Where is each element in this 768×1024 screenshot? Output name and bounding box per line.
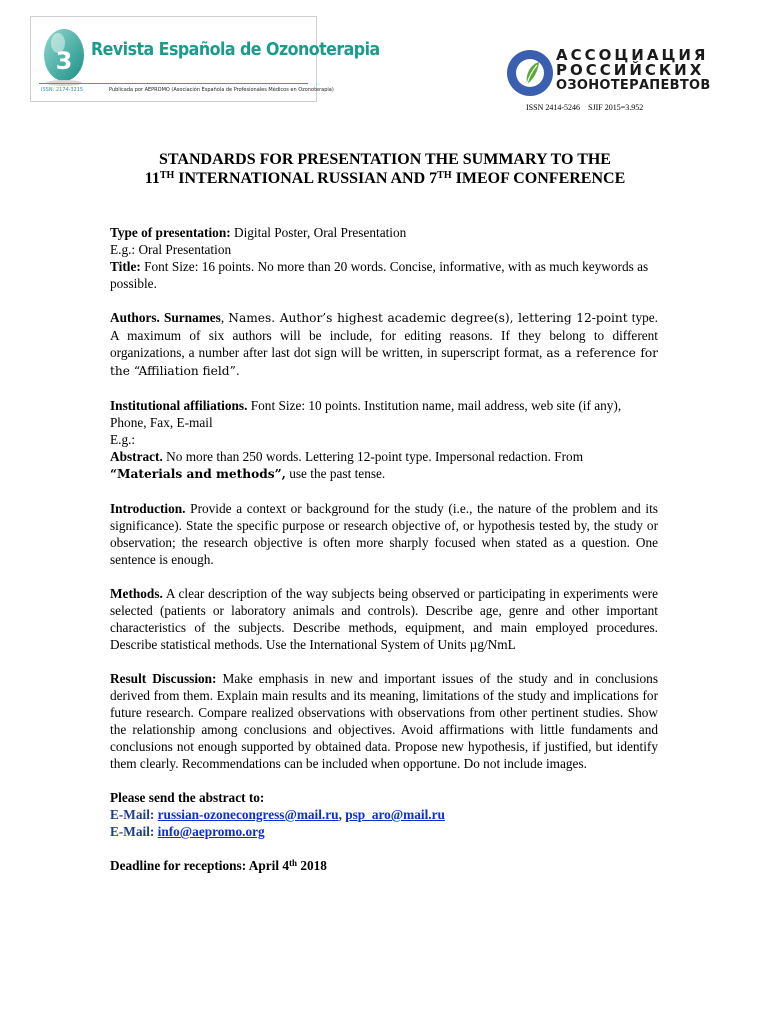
section-label: Abstract. [110,449,163,464]
journal-publisher: Publicada por AEPROMO (Asociación Española de Profesionales Médicos en Ozonoterapia) [109,87,334,93]
title-edition-number: 11 [144,170,160,187]
methods-section [110,585,658,653]
title-end: IMEOF CONFERENCE [451,170,626,187]
svg-text:3: 3 [55,47,73,75]
email-label: E-Mail: [110,807,155,822]
section-text: Font Size: 16 points. No more than 20 words. Concise, informative, with as much keywords as possible. [110,259,649,291]
journal-title: Revista Española de Ozonoterapia [91,39,380,60]
document-body [110,224,658,874]
title-line-1: STANDARDS FOR PRESENTATION THE SUMMARY TO THE [159,151,611,168]
section-label: Type of presentation: [110,225,231,240]
section-label: Authors. Surnames [110,310,221,325]
deadline-superscript: th [289,858,298,868]
section-label: Methods. [110,586,163,601]
type-example: E.g.: Oral Presentation [110,242,232,257]
separator: , [220,310,229,325]
email-link-russian-congress[interactable]: russian-ozonecongress@mail.ru [157,807,339,822]
section-text: type. A maximum of six authors will be include, for editing reasons. If they belong to different organizations, a number after last dot sign will be written, in superscript format, [110,310,658,360]
section-label: Title: [110,259,141,274]
separator: , [338,807,346,822]
email-label: E-Mail: [110,824,155,839]
deadline-year: 2018 [297,858,327,873]
title-line-2 [90,169,680,188]
title-superscript: TH [159,170,175,181]
section-label: Introduction. [110,501,186,516]
title-spec [110,258,658,292]
section-text-alt: Names. Author’s highest academic degree(s), lettering 12-point [228,311,628,325]
email-link-aepromo[interactable]: info@aepromo.org [157,824,265,839]
association-name-line2: РОССИЙСКИХ [556,61,705,79]
logo-divider [39,83,308,84]
journal-issn: ISSN: 2174-3215 [41,87,84,93]
section-text: Provide a context or background for the study (i.e., the nature of the problem and its significance). State the specific purpose or research objective of, or hypothesis tested by, the study or observation; the research objective is often more sharply focused when stated as a question. One sentence is enough. [110,501,658,567]
title-superscript: TH [437,170,452,181]
email-link-psp-aro[interactable]: psp_aro@mail.ru [345,807,445,822]
results-section [110,670,658,772]
document-title [90,150,680,188]
association-name-line3: ОЗОНОТЕРАПЕВТОВ [556,78,711,93]
deadline [110,857,658,874]
section-text: A clear description of the way subjects being observed or participating in experiments were selected (patients or laboratory animals and controls). Describe age, genre and other important characteristics of the subjects. Describe methods, equipment, and main employed procedures. Describe statistical methods. Use the International System of Units µg/NmL [110,586,658,652]
introduction-section [110,500,658,568]
send-heading: Please send the abstract to: [110,790,265,805]
materials-methods-label: “Materials and methods”, [110,467,286,481]
section-label: Result Discussion: [110,671,217,686]
section-label: Institutional affiliations. [110,398,248,413]
type-of-presentation [110,224,658,241]
sjif: SJIF 2015=3.952 [588,103,644,112]
issn: ISSN 2414-5246 [526,103,581,112]
email-line-2 [110,823,658,840]
section-text-alt-end: as a reference for the “Affiliation field”. [110,346,658,378]
section-text: No more than 250 words. Lettering 12-point type. Impersonal redaction. From [162,449,584,464]
title-middle: INTERNATIONAL RUSSIAN AND 7 [174,170,438,187]
affiliations-section [110,397,658,431]
issn-line [526,103,643,112]
section-text-end: use the past tense. [285,466,386,481]
section-text: Make emphasis in new and important issues of the study and in conclusions derived from them. Explain main results and its meaning, limitations of the study and implications for future research. Compare realized observations with observations from other pertinent studies. Show the relationship among conclusions and objectives. Avoid affirmations with little fundaments and conclusions not enough supported by obtained data. Propose new hypothesis, if justified, but identify them clearly. Recommendations can be included when opportune. Do not include images. [110,671,658,771]
authors-section [110,309,658,380]
journal-logo [30,16,380,102]
ozone-drop-icon [39,25,89,87]
association-name-line1: АССОЦИАЦИЯ [556,46,709,64]
section-text: Font Size: 10 points. Institution name, mail address, web site (if any), Phone, Fax, E-mail [110,398,622,430]
email-line-1 [110,806,658,823]
association-logo-icon [505,48,555,98]
affiliations-example: E.g.: [110,432,136,447]
section-text: Digital Poster, Oral Presentation [230,225,407,240]
association-name [556,48,711,93]
deadline-text: Deadline for receptions: April 4 [110,858,290,873]
abstract-section [110,448,658,483]
